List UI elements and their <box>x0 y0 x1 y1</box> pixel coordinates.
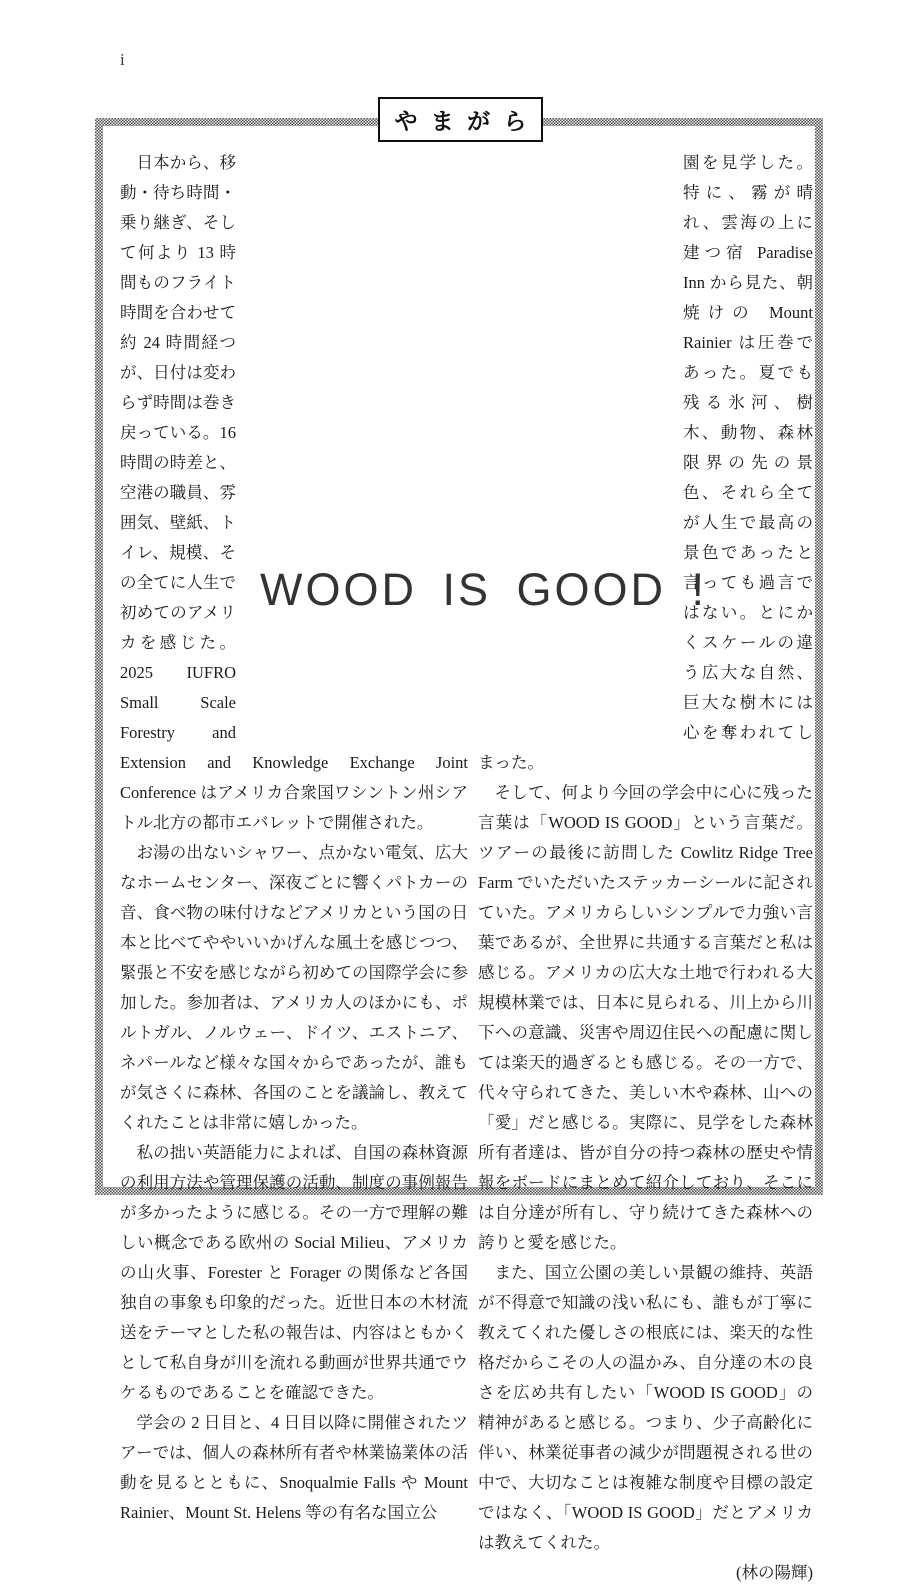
body-paragraph: 園を見学した。特に、霧が晴れ、雲海の上に建つ宿 Paradise Inn から見た、朝焼けの Mount Rainier は圧巻であった。夏でも残る氷河、樹木、動物、森林限界の先の景色、それら全てが人生で最高の景色であったと言っても過言ではない。とにかくスケールの違う広大な自然、巨大な樹木には心を奪われてしまった。 <box>478 153 813 772</box>
author-signature: (林の陽輝) <box>736 1563 813 1582</box>
page-number: i <box>120 50 125 69</box>
wood-is-good-callout: WOOD IS GOOD ! <box>260 564 708 615</box>
body-paragraph: 日本から、移動・待ち時間・乗り継ぎ、そして何より 13 時間ものフライト時間を合わせて約 24 時間経つが、日付は変わらず時間は巻き戻っている。16 時間の時差と、空港の職員、雰囲気、壁紙、トイレ、規模、その全てに人生で初めてのアメリカを感じた。2025 IUFRO Small Scale Forestry and Extension and Knowledge Exchange Joint Conference はアメリカ合衆国ワシントン州シアトル北方の都市エバレットで開催された。 <box>120 153 468 832</box>
body-paragraph: また、国立公園の美しい景観の維持、英語が不得意で知識の浅い私にも、誰もが丁寧に教えてくれた優しさの根底には、楽天的な性格だからこその人の温かみ、自分達の木の良さを広め共有したい「WOOD IS GOOD」の精神があると感じる。つまり、少子高齢化に伴い、林業従事者の減少が問題視される世の中で、大切なことは複雑な制度や目標の設定ではなく、「WOOD IS GOOD」だとアメリカは教えてくれた。 <box>478 1263 813 1552</box>
masthead-title: やまがら <box>394 108 540 134</box>
callout-wrap-spacer-right <box>478 498 683 743</box>
masthead-title-box <box>378 97 543 142</box>
body-paragraph: 学会の 2 日目と、4 日目以降に開催されたツアーでは、個人の森林所有者や林業協業体の活動を見るとともに、Snoqualmie Falls や Mount Rainier、Mount St. Helens 等の有名な国立公 <box>120 1413 468 1522</box>
body-paragraph: お湯の出ないシャワー、点かない電気、広大なホームセンター、深夜ごとに響くパトカーの音、食べ物の味付けなどアメリカという国の日本と比べてややいいかげんな風土を感じつつ、緊張と不安を感じながら初めての国際学会に参加した。参加者は、アメリカ人のほかにも、ポルトガル、ノルウェー、ドイツ、エストニア、ネパールなど様々な国々からであったが、誰もが気さくに森林、各国のことを議論し、教えてくれたことは非常に嬉しかった。 <box>120 843 468 1132</box>
right-text-column <box>478 148 813 1588</box>
left-text-column <box>120 148 468 1528</box>
body-paragraph: そして、何より今回の学会中に心に残った言葉は「WOOD IS GOOD」という言葉だ。ツアーの最後に訪問した Cowlitz Ridge Tree Farm でいただいたステッカーシールに記されていた。アメリカらしいシンプルで力強い言葉であるが、全世界に共通する言葉だと私は感じる。アメリカの広大な土地で行われる大規模林業では、日本に見られる、川上から川下への意識、災害や周辺住民への配慮に関しては楽天的過ぎるとも感じる。その一方で、代々守られてきた、美しい木や森林、山への「愛」だと感じる。実際に、見学をした森林所有者達は、皆が自分の持つ森林の歴史や情報をボードにまとめて紹介しており、そこには自分達が所有し、守り続けてきた森林への誇りと愛を感じた。 <box>478 783 813 1252</box>
body-paragraph: 私の拙い英語能力によれば、自国の森林資源の利用方法や管理保護の活動、制度の事例報告が多かったように感じる。その一方で理解の難しい概念である欧州の Social Milieu、アメリカの山火事、Forester と Forager の関係など各国独自の事象も印象的だった。近世日本の木材流送をテーマとした私の報告は、内容はともかくとして私自身が川を流れる動画が世界共通でウケるものであることを確認できた。 <box>120 1143 469 1402</box>
